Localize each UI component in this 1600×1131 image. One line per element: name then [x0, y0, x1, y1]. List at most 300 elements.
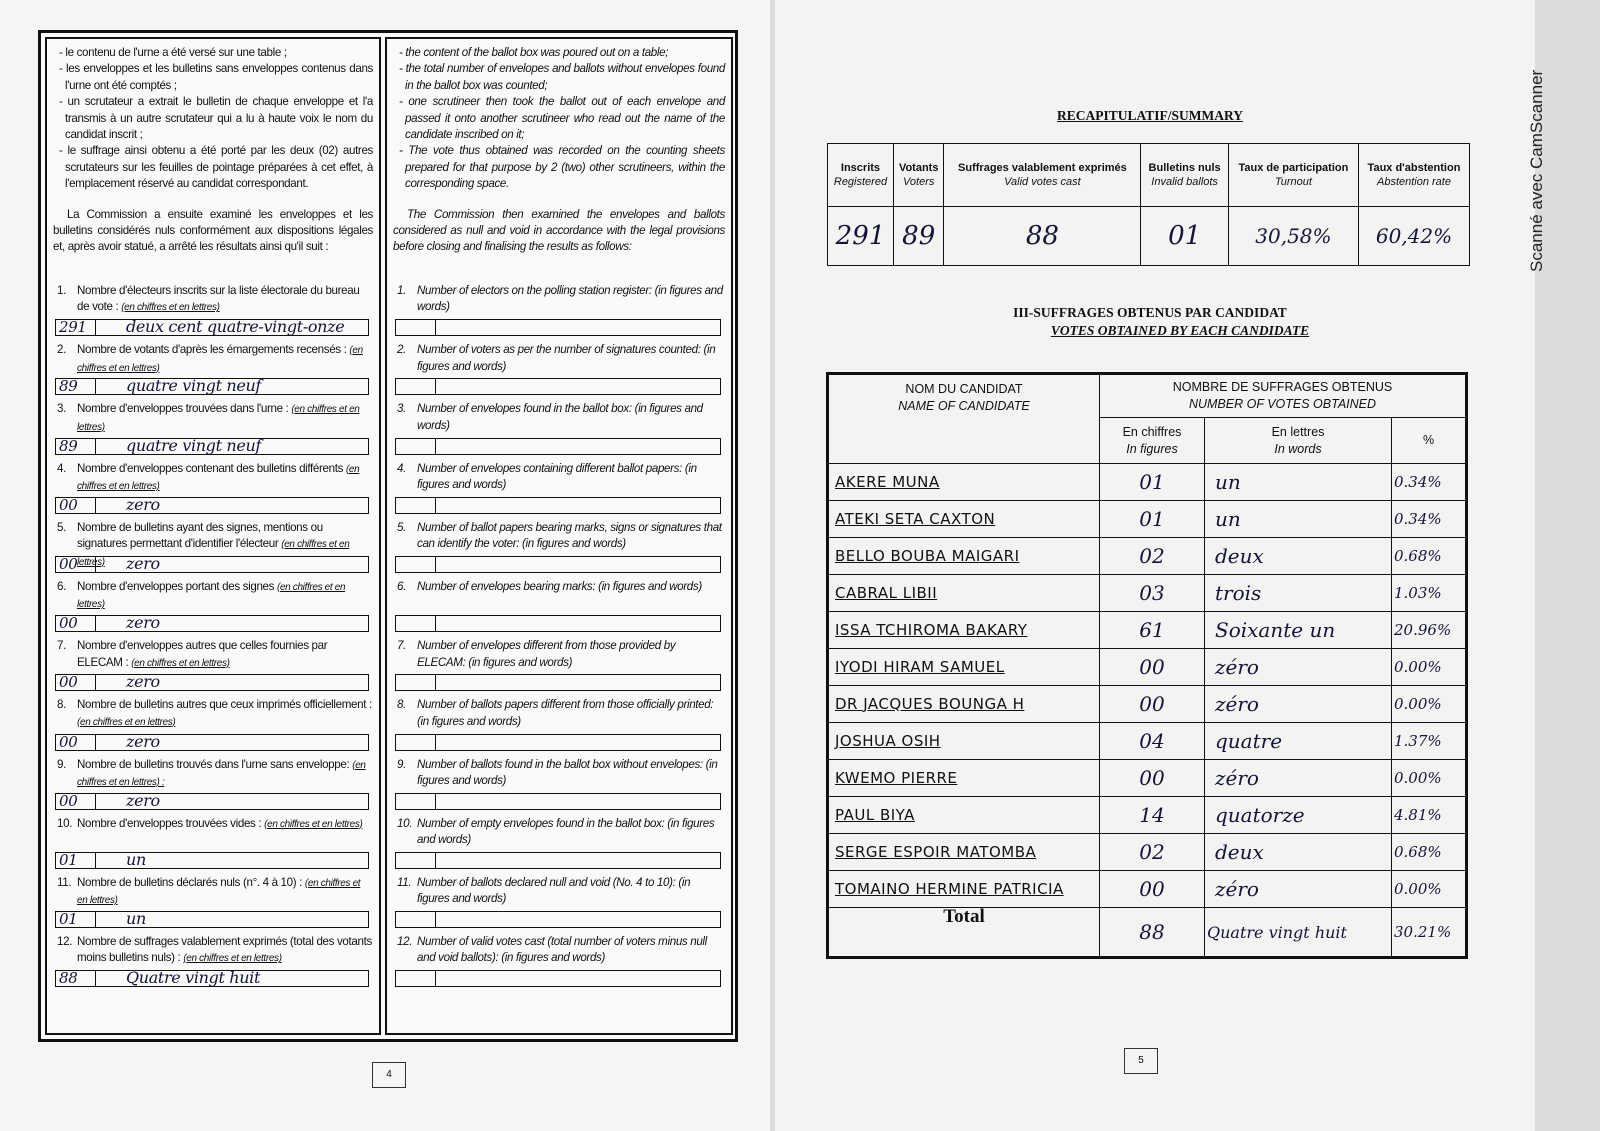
figures-field: 89	[56, 379, 96, 394]
left-page	[0, 0, 770, 1131]
words-field: zero	[126, 731, 160, 751]
candidate-row	[828, 501, 1467, 538]
votes-words: zéro	[1205, 649, 1392, 686]
form-item	[393, 461, 725, 520]
words-header-fr: En lettres	[1271, 424, 1325, 439]
candidate-votes-table	[826, 372, 1468, 959]
answer-box	[55, 615, 369, 632]
item-label	[77, 461, 373, 496]
votes-percent: 1.03%	[1392, 575, 1467, 612]
words-field	[436, 320, 720, 335]
item-label-en: Number of valid votes cast (total number of voters minus null and void ballots): (in figures and words)	[417, 935, 707, 965]
form-item	[53, 757, 373, 816]
french-column	[45, 37, 381, 1035]
votes-words: trois	[1205, 575, 1392, 612]
form-item	[393, 401, 725, 460]
item-number: 12.	[397, 935, 413, 949]
votes-percent: 20.96%	[1392, 612, 1467, 649]
words-field: un	[126, 909, 146, 929]
item-hint: (en chiffres et en lettres)	[121, 302, 220, 314]
candidate-row	[828, 575, 1467, 612]
item-number: 8.	[57, 698, 66, 712]
form-item	[393, 638, 725, 697]
summary-header	[828, 144, 894, 207]
answer-box-empty	[395, 438, 721, 455]
figures-header-en: In figures	[1126, 441, 1178, 456]
votes-figures: 00	[1100, 649, 1205, 686]
votes-percent: 0.34%	[1392, 464, 1467, 501]
item-label	[417, 579, 725, 595]
item-number: 12.	[57, 935, 73, 949]
candidate-row	[828, 612, 1467, 649]
item-hint: (en chiffres et en lettres)	[77, 539, 350, 568]
votes-words: quatre	[1205, 723, 1392, 760]
item-label-en: Number of envelopes containing different ballot papers: (in figures and words)	[417, 461, 697, 491]
item-label-en: Number of empty envelopes found in the ballot box: (in figures and words)	[417, 816, 715, 847]
item-label-fr: Nombre d'enveloppes trouvées vides :	[77, 816, 262, 830]
candidate-name: AKERE MUNA	[828, 464, 1100, 501]
votes-header-fr: NOMBRE DE SUFFRAGES OBTENUS	[1172, 380, 1393, 394]
intro-paragraph: - les enveloppes et les bulletins sans enveloppes contenus dans l'urne ont été comptés ;	[59, 62, 373, 92]
item-label	[77, 401, 373, 436]
item-number: 11.	[397, 875, 412, 889]
figures-field	[396, 439, 436, 454]
summary-header	[893, 144, 943, 207]
words-field: zero	[126, 553, 160, 573]
votes-percent: 0.68%	[1392, 834, 1467, 871]
item-hint: (en chiffres et en lettres)	[77, 404, 360, 433]
votes-percent: 0.00%	[1392, 686, 1467, 723]
words-field: zero	[126, 613, 160, 633]
item-label	[77, 638, 373, 672]
form-item	[393, 283, 725, 342]
figures-field	[396, 379, 436, 394]
answer-box	[55, 911, 369, 928]
item-hint: (en chiffres et en lettres)	[183, 953, 282, 965]
answer-box	[55, 435, 369, 455]
form-item	[393, 342, 725, 401]
item-label	[77, 875, 373, 910]
words-field: quatre vingt neuf	[126, 376, 261, 396]
summary-header-en: Turnout	[1274, 176, 1312, 189]
votes-words: zéro	[1205, 871, 1392, 908]
name-header	[828, 374, 1100, 464]
votes-percent: 0.34%	[1392, 501, 1467, 538]
votes-words: un	[1205, 464, 1392, 501]
summary-header-fr: Taux d'abstention	[1367, 162, 1461, 175]
summary-header-fr: Bulletins nuls	[1148, 162, 1221, 175]
votes-figures: 02	[1100, 834, 1205, 871]
name-header-fr: NOM DU CANDIDAT	[905, 382, 1023, 396]
item-number: 4.	[57, 461, 66, 475]
votes-words: zéro	[1205, 760, 1392, 797]
votes-figures: 00	[1100, 686, 1205, 723]
form-item	[53, 401, 373, 460]
votes-words: un	[1205, 501, 1392, 538]
english-column	[385, 37, 733, 1035]
intro-paragraph: La Commission a ensuite examiné les enveloppes et les bulletins considérés nuls conformément aux dispositions légales et, après avoir statué, a arrêté les résultats ainsi qu'il suit :	[53, 207, 373, 254]
item-label-fr: Nombre d'enveloppes trouvées dans l'urne :	[77, 402, 289, 416]
item-label	[417, 757, 725, 790]
intro-paragraph: - the total number of envelopes and ballots without envelopes found in the ballot box was counted;	[399, 62, 725, 92]
item-hint: (en chiffres et en lettres)	[131, 657, 230, 669]
total-figures: 88	[1100, 908, 1205, 958]
answer-box-empty	[395, 556, 721, 573]
answer-box-empty	[395, 497, 721, 514]
answer-box-empty	[395, 970, 721, 987]
words-field: zero	[126, 494, 160, 514]
candidate-name: BELLO BOUBA MAIGARI	[828, 538, 1100, 575]
summary-header-fr: Taux de participation	[1238, 162, 1349, 175]
words-field	[436, 379, 720, 394]
figures-field	[396, 971, 436, 986]
item-label	[77, 816, 373, 833]
intro-paragraph: - un scrutateur a extrait le bulletin de chaque enveloppe et l'a transmis à un autre scrutateur qui a lu à haute voix le nom du candidat inscrit ;	[59, 95, 373, 142]
percent-header: %	[1392, 418, 1467, 464]
section-title-en: VOTES OBTAINED BY EACH CANDIDATE	[1050, 323, 1310, 338]
summary-header-fr: Votants	[898, 162, 939, 175]
total-percent: 30.21%	[1392, 908, 1467, 958]
words-field	[436, 735, 720, 750]
intro-paragraph: The Commission then examined the envelopes and ballots considered as null and void in accordance with the legal provisions before closing and finalising the results as follows:	[393, 207, 725, 254]
form-frame	[38, 30, 738, 1042]
french-items	[53, 283, 373, 993]
words-field	[436, 498, 720, 513]
answer-box-empty	[395, 674, 721, 691]
answer-box-empty	[395, 793, 721, 810]
figures-header-fr: En chiffres	[1122, 424, 1182, 439]
form-item	[53, 520, 373, 579]
item-number: 5.	[57, 520, 66, 534]
answer-box-empty	[395, 615, 721, 632]
words-field	[436, 912, 720, 927]
item-number: 6.	[397, 579, 406, 593]
summary-table	[827, 143, 1470, 266]
words-header-en: In words	[1274, 441, 1322, 456]
form-item	[393, 520, 725, 579]
figures-field: 01	[56, 853, 96, 868]
item-hint: (en chiffres et en lettres)	[77, 716, 176, 728]
answer-box-empty	[395, 911, 721, 928]
item-number: 1.	[397, 284, 406, 297]
item-label-fr: Nombre de bulletins trouvés dans l'urne sans enveloppe:	[77, 757, 350, 771]
votes-figures: 00	[1100, 760, 1205, 797]
item-number: 10.	[397, 816, 413, 830]
item-label-fr: Nombre de bulletins autres que ceux imprimés officiellement :	[77, 698, 372, 712]
votes-header-en: NUMBER OF VOTES OBTAINED	[1188, 397, 1377, 411]
figures-field	[396, 675, 436, 690]
item-number: 2.	[397, 343, 406, 357]
total-label: Total	[828, 908, 1100, 958]
item-number: 9.	[397, 757, 406, 771]
summary-header-en: Registered	[833, 176, 888, 189]
item-number: 7.	[57, 639, 66, 653]
votes-figures: 00	[1100, 871, 1205, 908]
summary-value: 88	[944, 207, 1141, 266]
item-label-en: Number of envelopes bearing marks: (in figures and words)	[417, 579, 702, 593]
form-item	[393, 816, 725, 875]
votes-percent: 4.81%	[1392, 797, 1467, 834]
item-label	[77, 342, 373, 377]
item-label	[417, 342, 725, 375]
french-intro	[53, 45, 373, 283]
item-label-en: Number of electors on the polling station register: (in figures and words)	[417, 284, 723, 314]
votes-percent: 1.37%	[1392, 723, 1467, 760]
figures-field: 00	[56, 498, 96, 513]
item-label	[77, 934, 373, 968]
item-label	[417, 934, 725, 967]
candidate-name: IYODI HIRAM SAMUEL	[828, 649, 1100, 686]
figures-field: 00	[56, 616, 96, 631]
form-item	[53, 283, 373, 342]
item-hint: (en chiffres et en lettres)	[77, 581, 346, 611]
candidate-name: DR JACQUES BOUNGA H	[828, 686, 1100, 723]
form-item	[393, 757, 725, 816]
item-number: 1.	[57, 284, 66, 297]
intro-paragraph: - le suffrage ainsi obtenu a été porté par les deux (02) autres scrutateurs sur les feuilles de pointage préparées à cet effet, à l'emplacement réservé au candidat correspondant.	[59, 144, 373, 191]
answer-box-empty	[395, 378, 721, 395]
words-field	[436, 557, 720, 572]
summary-value: 01	[1141, 207, 1228, 266]
answer-box	[55, 494, 369, 514]
words-field: zero	[126, 790, 160, 810]
item-number: 11.	[57, 875, 72, 889]
form-item	[53, 461, 373, 520]
votes-percent: 0.68%	[1392, 538, 1467, 575]
summary-value: 291	[828, 207, 894, 266]
votes-percent: 0.00%	[1392, 871, 1467, 908]
item-label-en: Number of envelopes found in the ballot box: (in figures and words)	[417, 402, 703, 432]
summary-value: 60,42%	[1358, 207, 1469, 266]
item-label	[417, 520, 725, 553]
votes-header	[1100, 374, 1467, 418]
words-header	[1205, 418, 1392, 464]
item-label	[77, 757, 373, 792]
summary-header	[1228, 144, 1358, 207]
item-number: 5.	[397, 520, 406, 534]
summary-header	[1141, 144, 1228, 207]
candidate-name: JOSHUA OSIH	[828, 723, 1100, 760]
item-label-fr: Nombre d'électeurs inscrits sur la liste électorale du bureau de vote :	[77, 284, 360, 314]
candidate-name: SERGE ESPOIR MATOMBA	[828, 834, 1100, 871]
item-label	[77, 283, 373, 317]
item-hint: (en chiffres et en lettres)	[77, 463, 360, 492]
figures-field: 00	[56, 794, 96, 809]
candidate-row	[828, 871, 1467, 908]
votes-words: quatorze	[1205, 797, 1392, 834]
item-label	[417, 461, 725, 494]
figures-field: 00	[56, 557, 96, 572]
item-number: 3.	[397, 402, 406, 416]
camscanner-watermark: Scanné avec CamScanner	[1527, 69, 1546, 272]
candidate-row	[828, 760, 1467, 797]
item-label	[417, 401, 725, 434]
candidate-row	[828, 834, 1467, 871]
figures-field	[396, 320, 436, 335]
words-field: zero	[126, 672, 160, 692]
candidate-name: PAUL BIYA	[828, 797, 1100, 834]
votes-figures: 61	[1100, 612, 1205, 649]
votes-figures: 14	[1100, 797, 1205, 834]
summary-header	[1358, 144, 1469, 207]
candidate-row	[828, 686, 1467, 723]
words-field	[436, 439, 720, 454]
words-field: un	[126, 849, 146, 869]
item-hint: (en chiffres et en lettres)	[264, 818, 363, 830]
words-field	[436, 794, 720, 809]
figures-field	[396, 498, 436, 513]
page-number: 5	[1124, 1048, 1158, 1074]
item-label-fr: Nombre de bulletins déclarés nuls (n°. 4 à 10) :	[77, 875, 302, 889]
item-number: 8.	[397, 698, 406, 712]
form-item	[393, 579, 725, 638]
item-number: 7.	[397, 639, 406, 653]
form-item	[393, 697, 725, 756]
votes-figures: 03	[1100, 575, 1205, 612]
item-hint: (en chiffres et en lettres)	[77, 345, 363, 374]
form-item	[53, 579, 373, 638]
answer-box	[55, 790, 369, 810]
answer-box	[55, 849, 369, 869]
figures-field	[396, 616, 436, 631]
english-intro	[393, 45, 725, 283]
item-label-en: Number of ballots declared null and void (No. 4 to 10): (in figures and words)	[417, 875, 691, 906]
figures-field: 89	[56, 439, 96, 454]
form-item	[393, 875, 725, 934]
votes-figures: 02	[1100, 538, 1205, 575]
words-field	[436, 675, 720, 690]
figures-field: 88	[56, 971, 96, 986]
candidate-name: CABRAL LIBII	[828, 575, 1100, 612]
item-label	[417, 283, 725, 316]
summary-header-en: Abstention rate	[1376, 176, 1451, 189]
item-label-fr: Nombre d'enveloppes autres que celles fournies par ELECAM :	[77, 639, 328, 669]
votes-figures: 04	[1100, 723, 1205, 760]
item-label	[417, 875, 725, 908]
item-label	[77, 579, 373, 614]
answer-box	[55, 731, 369, 751]
summary-header-en: Invalid ballots	[1151, 176, 1218, 189]
candidate-name: KWEMO PIERRE	[828, 760, 1100, 797]
summary-title: RECAPITULATIF/SUMMARY	[1056, 108, 1244, 123]
votes-words: deux	[1205, 538, 1392, 575]
page-number: 4	[372, 1062, 406, 1088]
votes-words: deux	[1205, 834, 1392, 871]
section-title-fr: III-SUFFRAGES OBTENUS PAR CANDIDAT	[1013, 305, 1287, 320]
summary-value: 30,58%	[1228, 207, 1358, 266]
candidate-row	[828, 797, 1467, 834]
item-label	[417, 697, 725, 730]
answer-box	[55, 378, 369, 395]
figures-header	[1100, 418, 1205, 464]
figures-field: 291	[56, 320, 96, 335]
item-label-fr: Nombre de votants d'après les émargements recensés :	[77, 343, 347, 357]
words-field: deux cent quatre-vingt-onze	[126, 317, 345, 337]
figures-field	[396, 853, 436, 868]
item-label-fr: Nombre d'enveloppes portant des signes	[77, 579, 275, 593]
votes-words: zéro	[1205, 686, 1392, 723]
summary-header-fr: Suffrages valablement exprimés	[958, 162, 1127, 175]
form-item	[53, 342, 373, 401]
english-items	[393, 283, 725, 993]
figures-field: 00	[56, 735, 96, 750]
summary-header-fr: Inscrits	[840, 162, 881, 175]
summary-header-en: Voters	[903, 176, 935, 189]
votes-percent: 0.00%	[1392, 649, 1467, 686]
item-label-en: Number of envelopes different from those provided by ELECAM: (in figures and words)	[417, 639, 676, 669]
candidate-row	[828, 723, 1467, 760]
item-label-en: Number of ballots papers different from those officially printed: (in figures and words)	[417, 698, 714, 728]
candidate-name: ATEKI SETA CAXTON	[828, 501, 1100, 538]
form-item	[53, 875, 373, 934]
intro-paragraph: - the content of the ballot box was poured out on a table;	[399, 46, 669, 59]
figures-field	[396, 557, 436, 572]
item-label-fr: Nombre de bulletins ayant des signes, mentions ou signatures permettant d'identifier l'électeur	[77, 520, 323, 551]
figures-field	[396, 912, 436, 927]
intro-paragraph: - The vote thus obtained was recorded on the counting sheets prepared for that purpose by 2 (two) other scrutineers, within the corresponding space.	[399, 144, 725, 191]
intro-paragraph: - le contenu de l'urne a été versé sur une table ;	[59, 46, 287, 59]
candidate-name: ISSA TCHIROMA BAKARY	[828, 612, 1100, 649]
form-item	[53, 697, 373, 756]
candidate-row	[828, 649, 1467, 686]
figures-field	[396, 735, 436, 750]
votes-percent: 0.00%	[1392, 760, 1467, 797]
item-number: 9.	[57, 757, 66, 771]
answer-box	[55, 674, 369, 691]
form-item	[53, 816, 373, 875]
words-field	[436, 971, 720, 986]
item-label-en: Number of ballots found in the ballot box without envelopes: (in figures and words)	[417, 757, 718, 787]
form-item	[53, 934, 373, 993]
words-field	[436, 853, 720, 868]
item-hint: (en chiffres et en lettres)	[77, 877, 361, 907]
form-item	[53, 638, 373, 697]
candidate-row	[828, 464, 1467, 501]
answer-box-empty	[395, 852, 721, 869]
answer-box-empty	[395, 734, 721, 751]
answer-box-empty	[395, 319, 721, 336]
summary-value: 89	[893, 207, 943, 266]
form-item	[393, 934, 725, 993]
votes-figures: 01	[1100, 501, 1205, 538]
figures-field: 00	[56, 675, 96, 690]
item-label-en: Number of voters as per the number of signatures counted: (in figures and words)	[417, 343, 716, 373]
words-field: Quatre vingt huit	[126, 968, 261, 988]
item-number: 2.	[57, 343, 66, 357]
item-number: 3.	[57, 402, 66, 416]
item-number: 10.	[57, 816, 73, 830]
total-row	[828, 908, 1467, 958]
name-header-en: NAME OF CANDIDATE	[898, 399, 1030, 413]
figures-field	[396, 794, 436, 809]
item-label	[77, 697, 373, 731]
words-field	[436, 616, 720, 631]
summary-header	[944, 144, 1141, 207]
candidate-name: TOMAINO HERMINE PATRICIA	[828, 871, 1100, 908]
item-number: 6.	[57, 579, 66, 593]
candidate-row	[828, 538, 1467, 575]
item-label	[417, 638, 725, 671]
item-label-fr: Nombre de suffrages valablement exprimés (total des votants moins bulletins nuls) :	[77, 935, 372, 965]
answer-box	[55, 319, 369, 336]
votes-words: Soixante un	[1205, 612, 1392, 649]
item-hint: (en chiffres et en lettres) :	[77, 759, 366, 788]
total-words: Quatre vingt huit	[1205, 908, 1392, 958]
answer-box	[55, 970, 369, 987]
item-label-fr: Nombre d'enveloppes contenant des bulletins différents	[77, 461, 344, 475]
summary-header-en: Valid votes cast	[1004, 176, 1081, 189]
figures-field: 01	[56, 912, 96, 927]
